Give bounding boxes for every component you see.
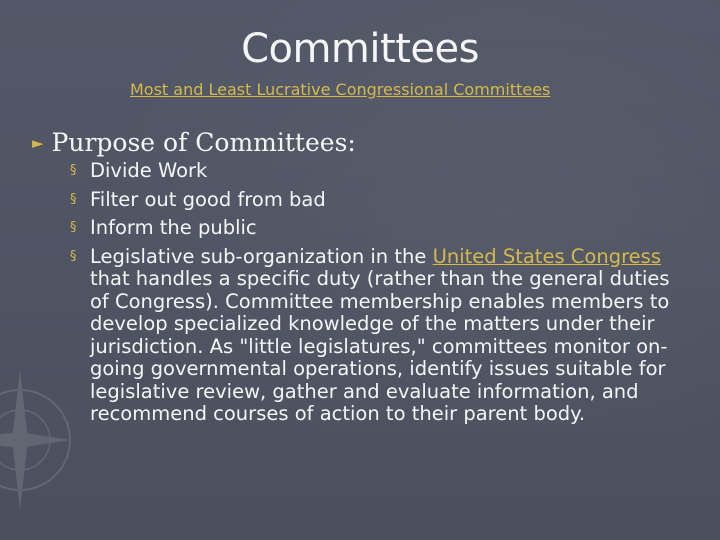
list-item-text-after: that handles a specific duty (rather than the general duties of Congress). Committee membership enables members to develop specialized knowledge of the matters under their jurisdiction. As "little legislatures," committees monitor on-going governmental operations, identify issues suitable for legislative review, gather and evaluate information, and recommend courses of action to their parent body. [90,267,670,425]
section-heading [32,128,356,157]
square-bullet-icon: § [70,163,77,178]
square-bullet-icon: § [70,220,77,235]
bullet-list [70,160,690,432]
section-heading-text: Purpose of Committees: [51,128,356,157]
list-item [70,217,690,240]
list-item-text: Filter out good from bad [90,187,326,211]
slide-title: Committees [241,26,479,72]
list-item [70,160,690,183]
arrow-bullet-icon: ► [32,133,44,152]
compass-rose-icon [0,330,80,530]
list-item-text: Inform the public [90,216,257,239]
list-item-text: Divide Work [90,159,208,182]
square-bullet-icon: § [70,191,77,207]
list-item [70,246,690,426]
square-bullet-icon: § [70,248,77,264]
list-item [70,189,690,212]
united-states-congress-link[interactable]: United States Congress [432,244,661,268]
list-item-text-before: Legislative sub-organization in the [90,244,433,268]
subtitle-link[interactable]: Most and Least Lucrative Congressional Committees [130,80,551,99]
